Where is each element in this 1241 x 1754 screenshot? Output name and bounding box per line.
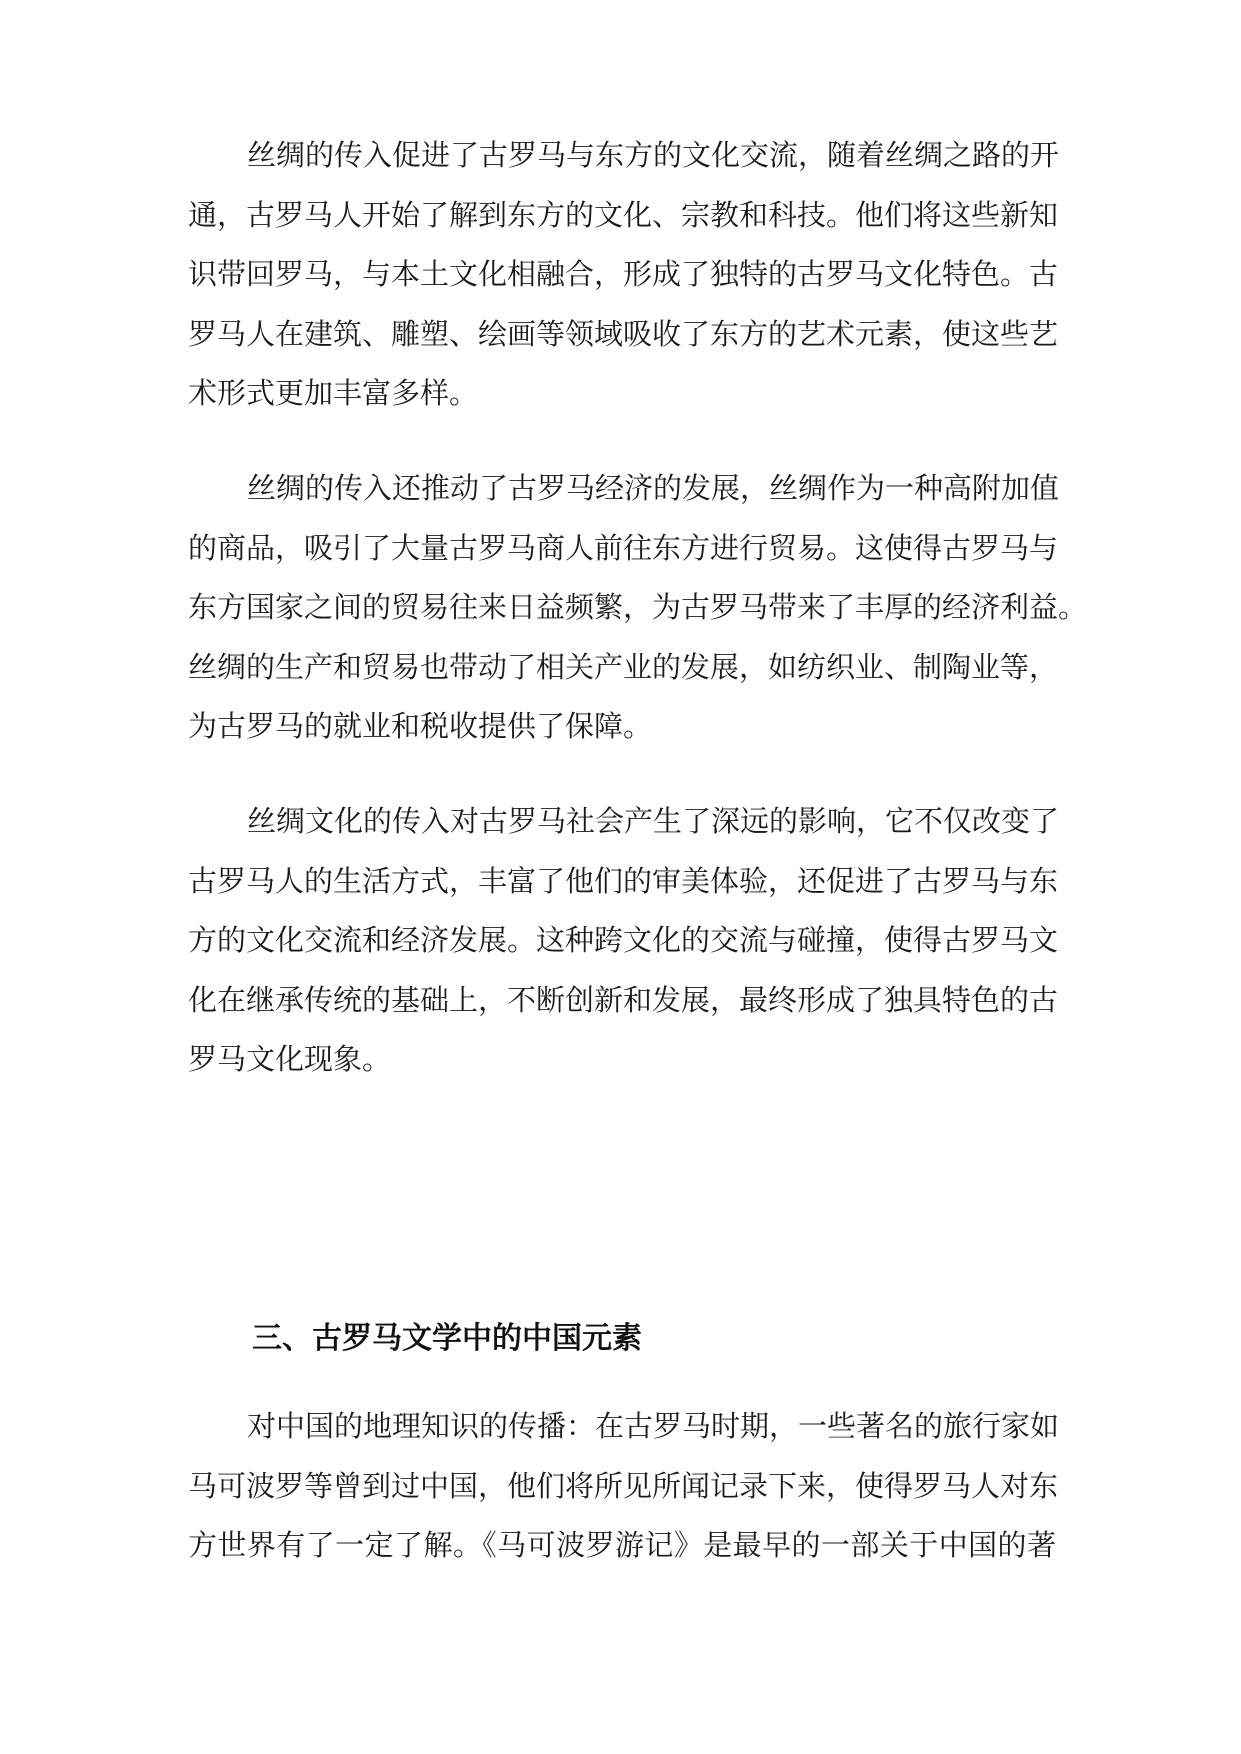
paragraph-line: 术形式更加丰富多样。 bbox=[188, 376, 479, 410]
paragraph-silk-economy bbox=[188, 459, 1088, 757]
paragraph-line: 丝绸的传入促进了古罗马与东方的文化交流，随着丝绸之路的开 bbox=[247, 138, 1060, 172]
paragraph-line: 马可波罗等曾到过中国，他们将所见所闻记录下来，使得罗马人对东 bbox=[188, 1468, 1059, 1503]
paragraph-line: 方世界有了一定了解。《马可波罗游记》是最早的一部关于中国的著 bbox=[188, 1528, 1056, 1562]
paragraph-line: 罗马文化现象。 bbox=[188, 1042, 392, 1076]
paragraph-line: 化在继承传统的基础上，不断创新和发展，最终形成了独具特色的古 bbox=[188, 982, 1059, 1017]
paragraph-line: 罗马人在建筑、雕塑、绘画等领域吸收了东方的艺术元素，使这些艺 bbox=[188, 316, 1059, 351]
paragraph-line: 为古罗马的就业和税收提供了保障。 bbox=[188, 709, 653, 743]
paragraph-line: 丝绸的生产和贸易也带动了相关产业的发展，如纺织业、制陶业等， bbox=[188, 649, 1059, 684]
paragraph-line: 方的文化交流和经济发展。这种跨文化的交流与碰撞，使得古罗马文 bbox=[188, 923, 1059, 957]
paragraph-silk-cultural-exchange bbox=[188, 126, 1060, 424]
paragraph-silk-social-impact bbox=[188, 792, 1060, 1090]
paragraph-line: 古罗马人的生活方式，丰富了他们的审美体验，还促进了古罗马与东 bbox=[188, 863, 1059, 898]
paragraph-line: 东方国家之间的贸易往来日益频繁，为古罗马带来了丰厚的经济利益。 bbox=[188, 590, 1088, 624]
paragraph-geography-knowledge bbox=[188, 1397, 1060, 1576]
paragraph-line: 的商品，吸引了大量古罗马商人前往东方进行贸易。这使得古罗马与 bbox=[188, 530, 1059, 565]
paragraph-line: 丝绸的传入还推动了古罗马经济的发展，丝绸作为一种高附加值 bbox=[247, 471, 1060, 505]
paragraph-line: 丝绸文化的传入对古罗马社会产生了深远的影响，它不仅改变了 bbox=[247, 804, 1060, 838]
paragraph-line: 通，古罗马人开始了解到东方的文化、宗教和科技。他们将这些新知 bbox=[188, 197, 1059, 232]
paragraph-line: 识带回罗马，与本土文化相融合，形成了独特的古罗马文化特色。古 bbox=[188, 257, 1059, 291]
section-heading: 三、古罗马文学中的中国元素 bbox=[252, 1321, 642, 1356]
paragraph-line: 对中国的地理知识的传播：在古罗马时期，一些著名的旅行家如 bbox=[247, 1409, 1060, 1443]
